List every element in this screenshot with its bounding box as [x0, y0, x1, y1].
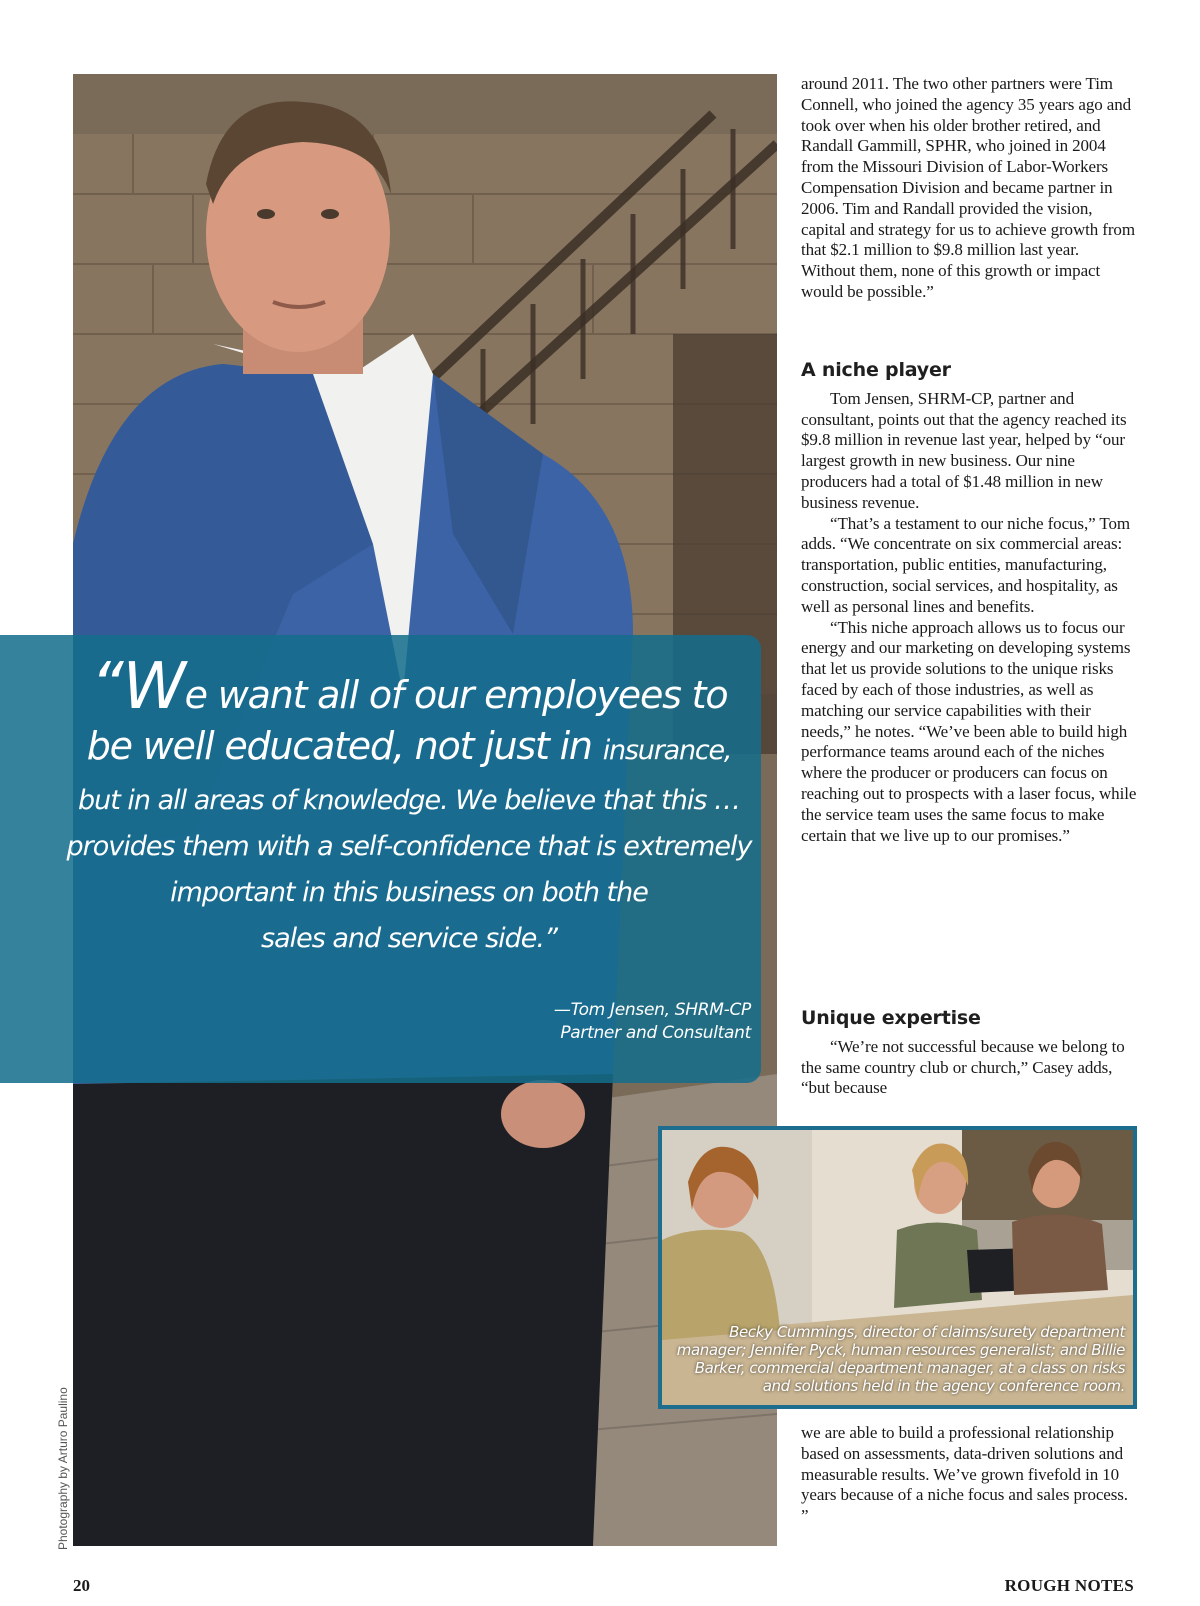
quote-line-1 — [64, 650, 754, 724]
quote-line-3: but in all areas of knowledge. We believe that this … — [77, 785, 740, 816]
inset-caption: Becky Cummings, director of claims/surety department manager; Jennifer Pyck, human resources generalist; and Billie Barker, commercial department manager, at a class on risks and solutions held in the agency conference room. — [676, 1323, 1125, 1395]
article-paragraph: around 2011. The two other partners were Tim Connell, who joined the agency 35 years ago and took over when his older brother retired, and Randall Gammill, SPHR, who joined in 2004 from the Missouri Division of Labor-Workers Compensation Division and became partner in 2006. Tim and Randall provided the vision, capital and strategy for us to achieve growth from that $2.1 million to $9.8 million last year. Without them, none of this growth or impact would be possible.” — [801, 74, 1135, 301]
article-paragraph: “We’re not successful because we belong to the same country club or church,” Casey adds, “but because — [801, 1036, 1125, 1098]
attribution-title: Partner and Consultant — [560, 1023, 751, 1043]
quote-line-2 — [64, 719, 754, 778]
section-heading: Unique expertise — [801, 1007, 981, 1029]
pull-quote-text — [64, 650, 754, 962]
section-niche-player — [801, 360, 1137, 846]
section-unique-expertise — [801, 1008, 1137, 1099]
article-column-bottom — [801, 1423, 1137, 1527]
quote-line-2-large: be well educated, not just in — [86, 724, 603, 768]
article-paragraph: we are able to build a professional relationship based on assessments, data-driven solutions and measurable results. We’ve grown fivefold in 10 years because of a niche focus and sales process. ” — [801, 1423, 1128, 1526]
quote-line-6: sales and service side.” — [261, 923, 557, 954]
article-column-top — [801, 74, 1137, 303]
article-paragraph: “That’s a testament to our niche focus,” Tom adds. “We concentrate on six commercial areas: transportation, public entities, manufacturing, construction, social services, and hospitality, as well as personal lines and benefits. — [801, 513, 1131, 616]
photo-credit: Photography by Arturo Paulino — [56, 1387, 70, 1550]
magazine-name: ROUGH NOTES — [1004, 1576, 1134, 1595]
quote-line-2-small: insurance, — [602, 735, 732, 766]
attribution-name: —Tom Jensen, SHRM-CP — [553, 1000, 751, 1020]
quote-attribution — [554, 999, 751, 1045]
article-paragraph: “This niche approach allows us to focus our energy and our marketing on developing systems that let us provide solutions to the unique risks faced by each of those industries, as well as matching our service capabilities with their needs,” he notes. “We’ve been able to build high performance teams around each of the niches where the producer or producers can focus on reaching out to prospects with a laser focus, while the service team uses the same focus to make certain that we live up to our promises.” — [801, 617, 1137, 845]
quote-drop-letter: “W — [90, 650, 185, 724]
article-paragraph: Tom Jensen, SHRM-CP, partner and consultant, points out that the agency reached its $9.8 million in revenue last year, helped by “our largest growth in new business. Our nine producers had a total of $1.48 million in new business revenue. — [801, 388, 1127, 512]
quote-line-1-rest: e want all of our employees to — [184, 673, 728, 717]
quote-line-4: provides them with a self-confidence that is extremely — [66, 831, 752, 862]
inset-photo — [658, 1126, 1137, 1409]
page-number: 20 — [73, 1576, 90, 1595]
pull-quote-box — [0, 635, 761, 1083]
quote-line-5: important in this business on both the — [170, 877, 648, 908]
section-heading: A niche player — [801, 359, 951, 381]
